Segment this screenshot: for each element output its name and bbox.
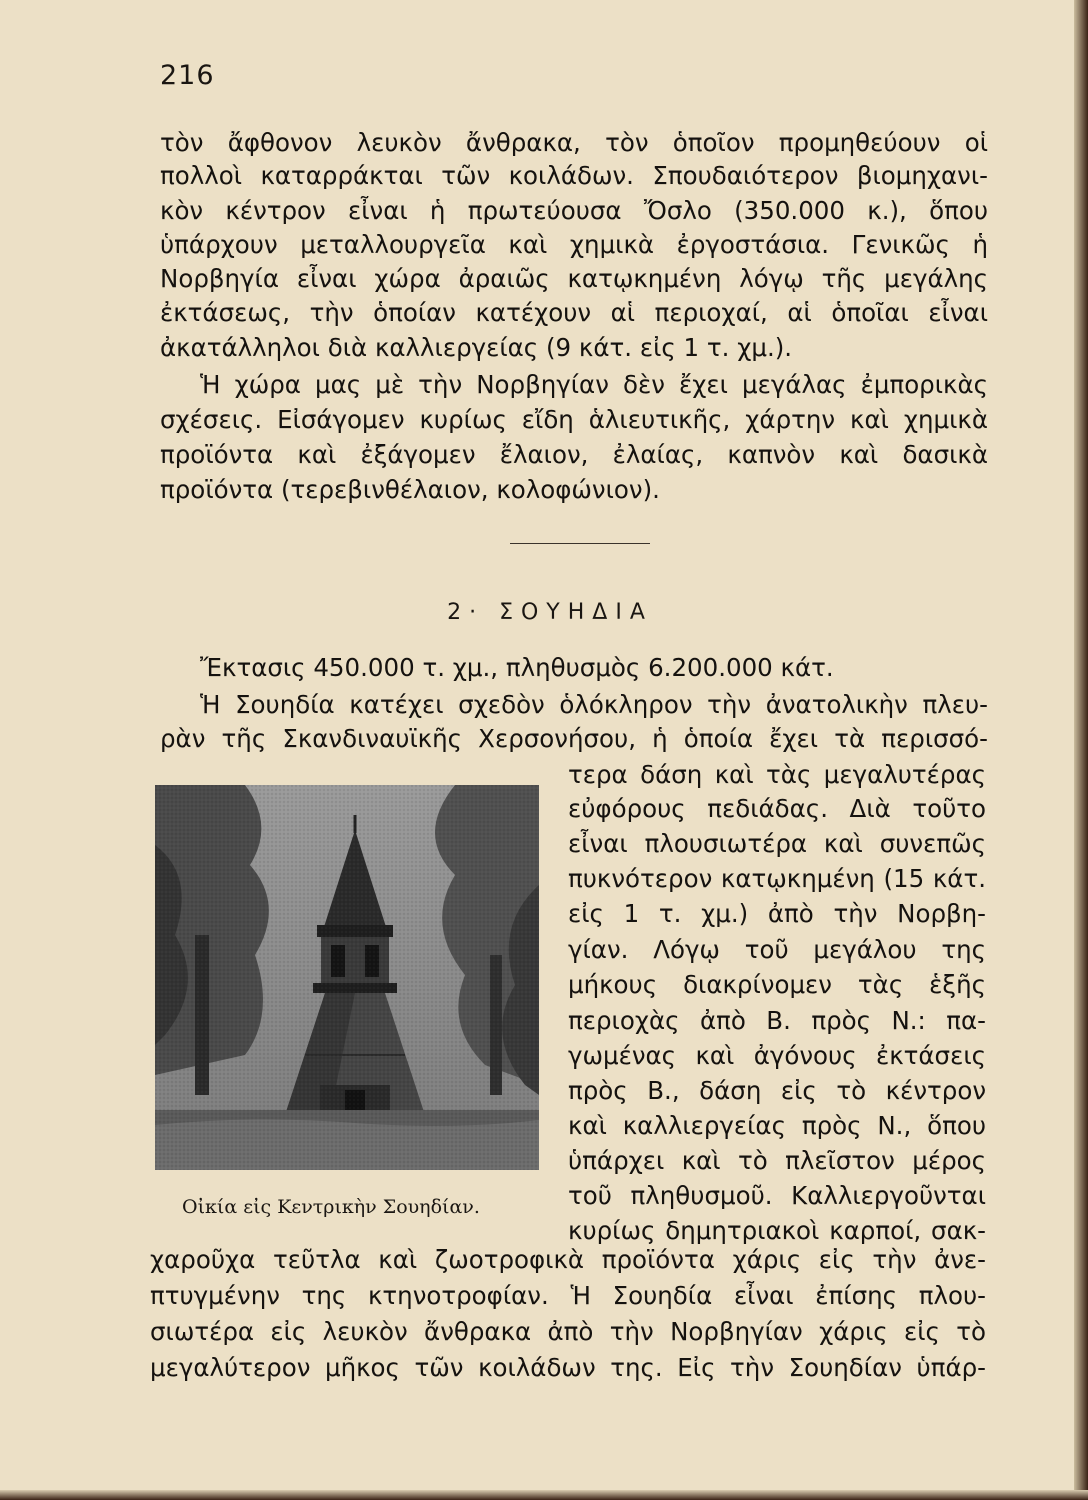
text-line: ρὰν τῆς Σκανδιναυϊκῆς Χερσονήσου, ἡ ὁποία ἔχει τὰ περισσό- xyxy=(160,724,988,753)
text-line: εἰς 1 τ. χμ.) ἀπὸ τὴν Νορβη- xyxy=(568,899,986,928)
page-number: 216 xyxy=(160,60,215,91)
text-line: πολλοὶ καταρράκται τῶν κοιλάδων. Σπουδαιότερον βιομηχανι- xyxy=(160,161,988,190)
text-line: ὑπάρχει καὶ τὸ πλεῖστον μέρος xyxy=(568,1146,986,1175)
text-line: γίαν. Λόγῳ τοῦ μεγάλου της xyxy=(568,935,986,964)
text-line: περιοχὰς ἀπὸ Β. πρὸς Ν.: πα- xyxy=(568,1006,986,1035)
text-line: Νορβηγία εἶναι χώρα ἀραιῶς κατῳκημένη λόγῳ τῆς μεγάλης xyxy=(160,264,988,293)
text-line: Ἡ χώρα μας μὲ τὴν Νορβηγίαν δὲν ἔχει μεγάλας ἐμπορικὰς xyxy=(200,370,988,399)
text-line: εἶναι πλουσιωτέρα καὶ συνεπῶς xyxy=(568,829,986,858)
text-line: εὐφόρους πεδιάδας. Διὰ τοῦτο xyxy=(568,794,986,823)
text-line: σχέσεις. Εἰσάγομεν κυρίως εἴδη ἁλιευτικῆς, χάρτην καὶ χημικὰ xyxy=(160,405,988,434)
text-line: κυρίως δημητριακοὶ καρποί, σακ- xyxy=(568,1216,986,1245)
text-line: μήκους διακρίνομεν τὰς ἑξῆς xyxy=(568,970,986,999)
photo-caption: Οἰκία εἰς Κεντρικὴν Σουηδίαν. xyxy=(182,1196,480,1218)
page-edge-shadow xyxy=(1074,0,1088,1500)
text-line: πτυγμένην της κτηνοτροφίαν. Ἡ Σουηδία εἶναι ἐπίσης πλου- xyxy=(150,1281,986,1310)
text-line: ἀκατάλληλοι διὰ καλλιεργείας (9 κάτ. εἰς 1 τ. χμ.). xyxy=(160,333,793,362)
text-line: γωμένας καὶ ἀγόνους ἐκτάσεις xyxy=(568,1041,986,1070)
text-line: τοῦ πληθυσμοῦ. Καλλιεργοῦνται xyxy=(568,1181,986,1210)
text-line: πυκνότερον κατῳκημένη (15 κάτ. xyxy=(568,864,986,893)
text-line: Ἡ Σουηδία κατέχει σχεδὸν ὁλόκληρον τὴν ἀνατολικὴν πλευ- xyxy=(200,690,988,719)
text-line: κὸν κέντρον εἶναι ἡ πρωτεύουσα Ὄσλο (350.000 κ.), ὅπου xyxy=(160,196,988,225)
section-divider xyxy=(510,543,650,544)
photo-illustration xyxy=(155,785,539,1170)
text-line: χαροῦχα τεῦτλα καὶ ζωοτροφικὰ προϊόντα χάρις εἰς τὴν ἀνε- xyxy=(150,1245,986,1274)
text-line: καὶ καλλιεργείας πρὸς Ν., ὅπου xyxy=(568,1111,986,1140)
text-line: ὑπάρχουν μεταλλουργεῖα καὶ χημικὰ ἐργοστάσια. Γενικῶς ἡ xyxy=(160,230,988,259)
page-bottom-shadow xyxy=(0,1490,1088,1500)
section-heading: 2· ΣΟΥΗΔΙΑ xyxy=(447,600,653,625)
text-line: πρὸς Β., δάση εἰς τὸ κέντρον xyxy=(568,1076,986,1105)
text-line: τὸν ἄφθονον λευκὸν ἄνθρακα, τὸν ὁποῖον προμηθεύουν οἱ xyxy=(160,128,988,157)
text-line: τερα δάση καὶ τὰς μεγαλυτέρας xyxy=(568,760,986,789)
text-line: προϊόντα καὶ ἐξάγομεν ἔλαιον, ἐλαίας, καπνὸν καὶ δασικὰ xyxy=(160,440,988,469)
text-line: μεγαλύτερον μῆκος τῶν κοιλάδων της. Εἰς τὴν Σουηδίαν ὑπάρ- xyxy=(150,1353,986,1382)
text-line: σιωτέρα εἰς λευκὸν ἄνθρακα ἀπὸ τὴν Νορβηγίαν χάρις εἰς τὸ xyxy=(150,1317,986,1346)
text-line: Ἔκτασις 450.000 τ. χμ., πληθυσμὸς 6.200.000 κάτ. xyxy=(200,653,834,682)
church-tower-photo xyxy=(155,785,539,1170)
text-line: ἐκτάσεως, τὴν ὁποίαν κατέχουν αἱ περιοχαί, αἱ ὁποῖαι εἶναι xyxy=(160,298,988,327)
text-line: προϊόντα (τερεβινθέλαιον, κολοφώνιον). xyxy=(160,475,660,504)
